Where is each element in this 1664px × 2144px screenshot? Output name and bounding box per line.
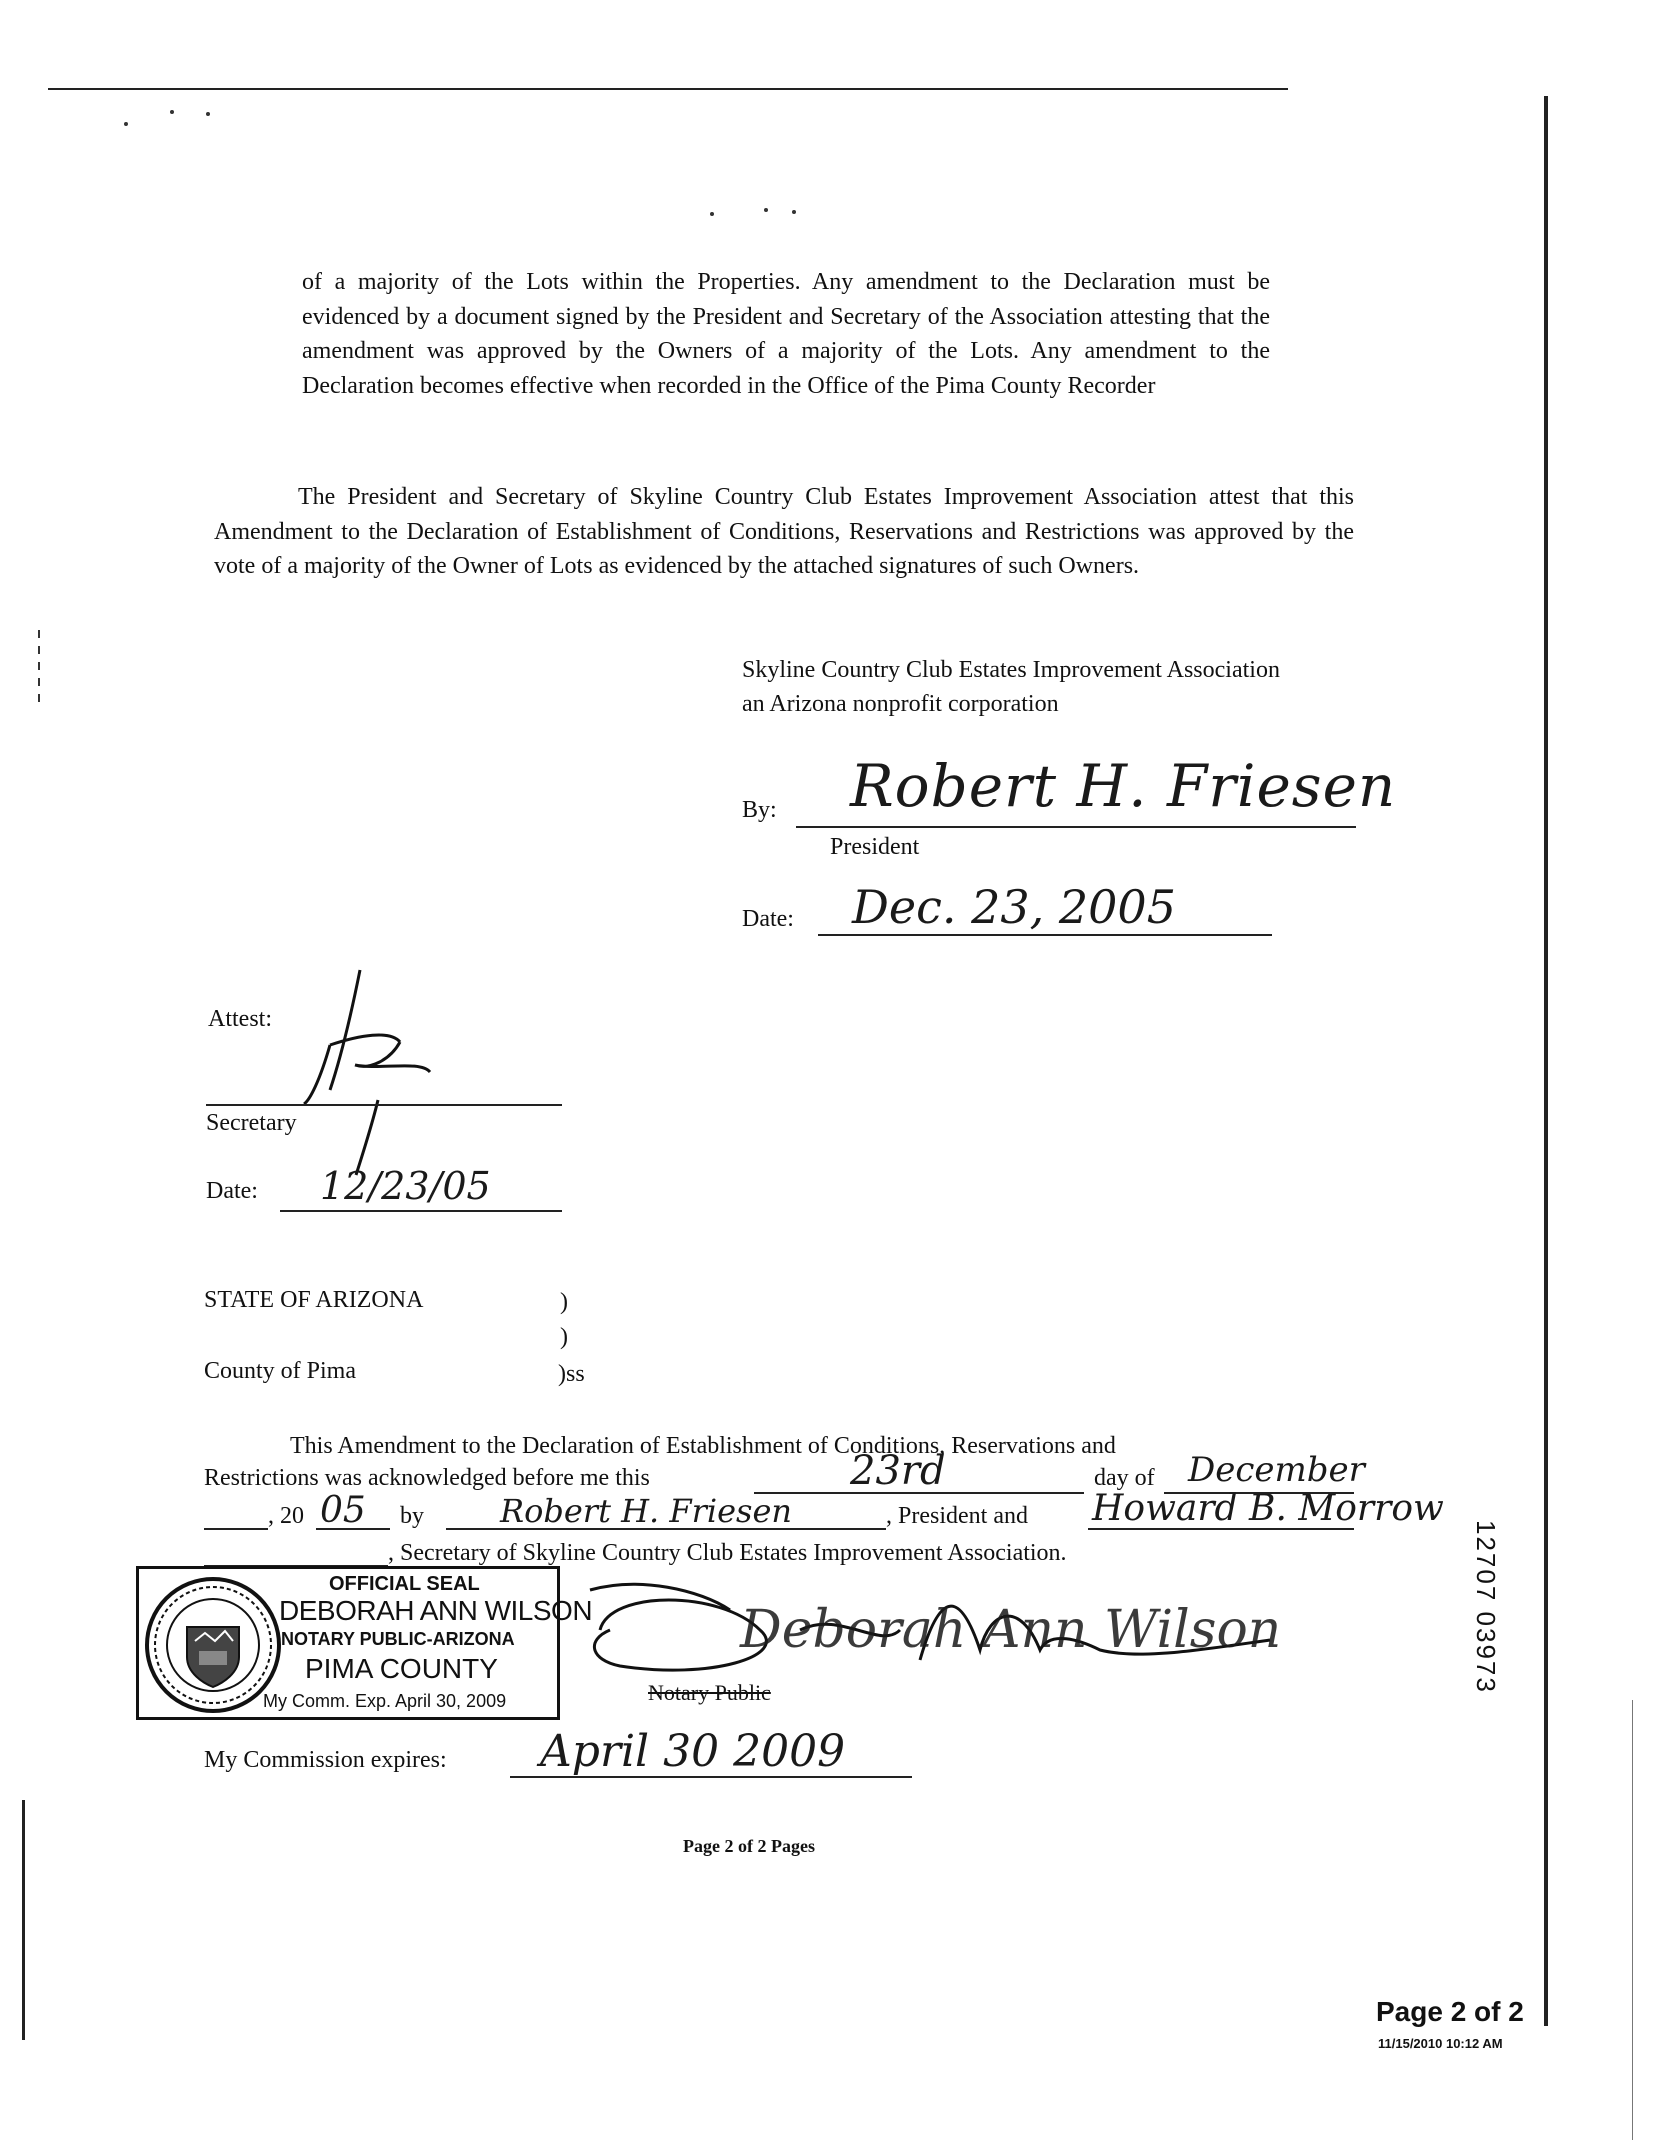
top-rule: [48, 88, 1288, 90]
venue-ss: )ss: [558, 1361, 585, 1387]
venue-paren-1: ): [560, 1289, 568, 1315]
president-signature-line: [796, 826, 1356, 828]
scan-speck: [206, 112, 210, 116]
left-border: [22, 1800, 25, 2040]
scan-speck: [124, 122, 128, 126]
secretary-date-handwritten: 12/23/05: [320, 1164, 491, 1208]
commission-label: My Commission expires:: [204, 1747, 447, 1773]
secretary-date-line: [280, 1210, 562, 1212]
right-border: [1544, 96, 1548, 2026]
ack-by-label: by: [400, 1503, 424, 1529]
president-date-line: [818, 934, 1272, 936]
recording-number: 12707 03973: [1471, 1520, 1501, 1694]
attest-label: Attest:: [208, 1006, 272, 1032]
ack-year-handwritten: 05: [320, 1490, 366, 1531]
ack-line-2-pre: Restrictions was acknowledged before me this: [204, 1465, 650, 1491]
president-signature: Robert H. Friesen: [850, 752, 1397, 820]
seal-title: OFFICIAL SEAL: [329, 1573, 480, 1595]
association-name: Skyline Country Club Estates Improvement Association: [742, 657, 1280, 683]
secretary-title: Secretary: [206, 1110, 297, 1136]
venue-paren-2: ): [560, 1324, 568, 1350]
state-seal-emblem: [143, 1575, 283, 1715]
venue-state: STATE OF ARIZONA: [204, 1287, 424, 1313]
right-edge-line: [1632, 1700, 1633, 2140]
ack-line-4: , Secretary of Skyline Country Club Estates Improvement Association.: [388, 1540, 1067, 1566]
notary-label: Notary Public: [648, 1680, 771, 1705]
seal-expiry: My Comm. Exp. April 30, 2009: [263, 1691, 507, 1711]
secretary-date-label: Date:: [206, 1178, 258, 1204]
ack-secretary-handwritten: Howard B. Morrow: [1092, 1488, 1444, 1529]
scan-speck: [764, 208, 768, 212]
association-type: an Arizona nonprofit corporation: [742, 691, 1059, 717]
venue-county: County of Pima: [204, 1358, 357, 1384]
seal-name: DEBORAH ANN WILSON: [279, 1595, 593, 1626]
seal-county: PIMA COUNTY: [305, 1653, 498, 1684]
president-date-label: Date:: [742, 906, 794, 932]
commission-handwritten: April 30 2009: [540, 1726, 846, 1777]
secretary-signature-line: [206, 1104, 562, 1106]
president-date-handwritten: Dec. 23, 2005: [852, 880, 1176, 934]
notary-signature: Deborah Ann Wilson: [740, 1600, 1282, 1660]
president-title: President: [830, 834, 920, 860]
fax-page-count: Page 2 of 2: [1376, 1996, 1524, 2027]
ack-president-handwritten: Robert H. Friesen: [500, 1492, 792, 1530]
ack-day-handwritten: 23rd: [850, 1448, 946, 1494]
paragraph-2: The President and Secretary of Skyline Country Club Estates Improvement Association attest that this Amendment to the Declaration of Establishment of Conditions, Reservations and Restrictions was approved by the vote of a majority of the Owner of Lots as evidenced by the attached signatures of such Owners.: [214, 484, 1354, 579]
paragraph-1: of a majority of the Lots within the Properties. Any amendment to the Declaration must be evidenced by a document signed by the President and Secretary of the Association attesting that the amendment was approved by the Owners of a majority of the Lots. Any amendment to the Declaration becomes effective when recorded in the Office of the Pima County Recorder: [302, 269, 1270, 399]
scan-speck: [792, 210, 796, 214]
scan-speck: [170, 110, 174, 114]
ack-month-handwritten: December: [1188, 1450, 1365, 1490]
scan-speck: [710, 212, 714, 216]
ack-line-1: This Amendment to the Declaration of Establishment of Conditions, Reservations and: [290, 1433, 1116, 1459]
seal-role: NOTARY PUBLIC-ARIZONA: [281, 1629, 515, 1649]
ack-year-blank-line: [204, 1528, 268, 1530]
fax-timestamp: 11/15/2010 10:12 AM: [1378, 2036, 1503, 2051]
ack-year-prefix: , 20: [268, 1503, 304, 1529]
ack-president-and: , President and: [886, 1503, 1028, 1529]
by-label: By:: [742, 797, 777, 823]
left-dashes: [38, 630, 40, 710]
page-footer: Page 2 of 2 Pages: [683, 1836, 815, 1856]
official-seal-stamp: [136, 1566, 593, 1720]
secretary-signature: [300, 950, 440, 1190]
ack-line-2-mid: day of: [1094, 1465, 1155, 1491]
